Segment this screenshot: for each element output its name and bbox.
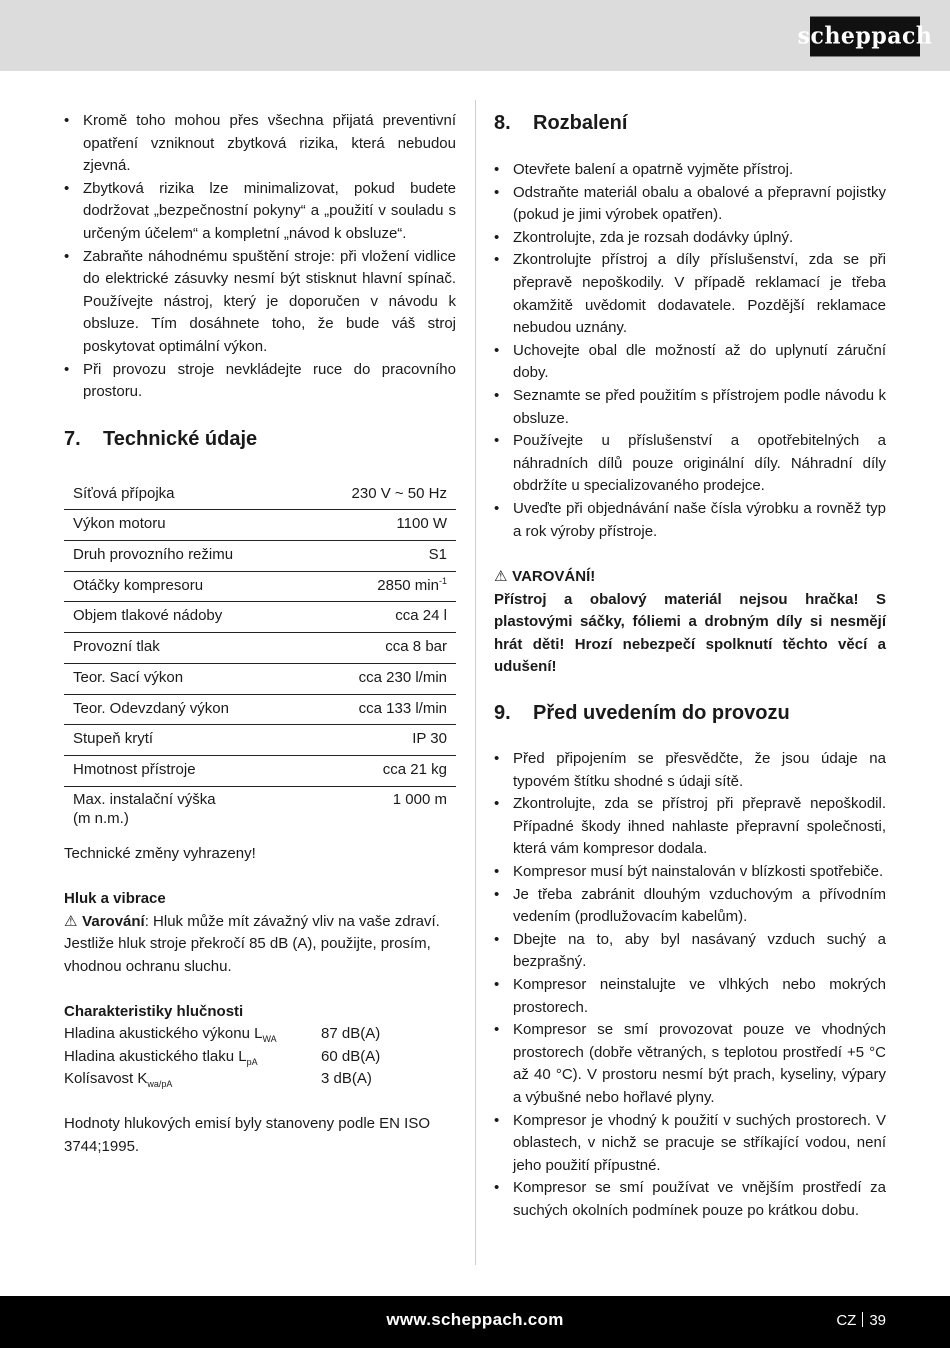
noise-label xyxy=(64,1068,321,1091)
list-item: • Je třeba zabránit dlouhým vzduchovým a přívodním vedením (prodlužovacím kabelům). xyxy=(494,884,886,929)
noise-label-text: Kolísavost K xyxy=(64,1070,148,1088)
list-item: • Používejte u příslušenství a opotřebitelných a náhradních dílů pouze originální díly. Náhradní díly obdržíte u specializovaného prodejce. xyxy=(494,430,886,498)
noise-value: 3 dB(A) xyxy=(321,1070,372,1088)
list-item xyxy=(64,1046,456,1069)
spec-label: Otáčky kompresoru xyxy=(64,571,303,602)
footer-page-indicator xyxy=(836,1310,886,1333)
spec-label-line: (m n.m.) xyxy=(73,809,129,827)
noise-warning xyxy=(64,911,456,979)
spec-label: Síťová přípojka xyxy=(64,480,303,510)
section-title: Před uvedením do provozu xyxy=(533,702,790,725)
unpacking-bullet-list xyxy=(494,159,886,543)
footer-website-link[interactable]: www.scheppach.com xyxy=(386,1310,564,1329)
table-row xyxy=(64,510,456,541)
warning-text: Přístroj a obalový materiál nejsou hračka! S plastovými sáčky, fóliemi a drobným díly si nesmějí hrát děti! Hrozí nebezpečí spolknutí těchto věcí a udušení! xyxy=(494,590,886,676)
section-9-heading xyxy=(494,700,886,726)
noise-label-subscript: WA xyxy=(262,1034,277,1045)
spec-value: cca 133 l/min xyxy=(303,694,456,725)
warning-triangle-icon: ⚠ xyxy=(494,568,508,586)
startup-bullet-list xyxy=(494,748,886,1222)
list-item: • Seznamte se před použitím s přístrojem podle návodu k obsluze. xyxy=(494,385,886,430)
noise-characteristics-heading: Charakteristiky hlučnosti xyxy=(64,1002,244,1020)
noise-value: 87 dB(A) xyxy=(321,1025,381,1043)
table-row xyxy=(64,541,456,572)
spec-value xyxy=(303,571,456,602)
list-item: • Kompresor se smí provozovat pouze ve vhodných prostorech (dobře větraných, s teplotou prostředí +5 °C až 40 °C). V prostoru nesmí být prach, kyseliny, výpary a výbušné nebo hořlavé plyny. xyxy=(494,1019,886,1109)
footer-separator xyxy=(862,1312,863,1327)
table-row xyxy=(64,725,456,756)
list-item: • Otevřete balení a opatrně vyjměte přístroj. xyxy=(494,159,886,182)
spec-value: S1 xyxy=(303,541,456,572)
spec-value: 230 V ~ 50 Hz xyxy=(303,480,456,510)
column-divider xyxy=(475,100,476,1265)
spec-label: Stupeň krytí xyxy=(64,725,303,756)
table-row xyxy=(64,571,456,602)
section-number: 7. xyxy=(64,427,81,450)
spec-value-exponent: -1 xyxy=(438,575,447,586)
list-item: • Kompresor se smí používat ve vnějším prostředí za suchých okolních podmínek pouze po krátkou dobu. xyxy=(494,1177,886,1222)
spec-value: cca 24 l xyxy=(303,602,456,633)
spec-value: cca 8 bar xyxy=(303,633,456,664)
section-title: Technické údaje xyxy=(103,427,258,450)
spec-label: Teor. Odevzdaný výkon xyxy=(64,694,303,725)
list-item: • Kompresor musí být nainstalován v blízkosti spotřebiče. xyxy=(494,861,886,884)
noise-characteristics-list xyxy=(64,1023,456,1091)
table-row xyxy=(64,633,456,664)
noise-label-text: Hladina akustického výkonu L xyxy=(64,1025,263,1043)
section-number: 9. xyxy=(494,702,511,725)
spec-value: cca 230 l/min xyxy=(303,663,456,694)
section-8-heading xyxy=(494,110,886,136)
noise-label xyxy=(64,1046,321,1069)
noise-label-text: Hladina akustického tlaku L xyxy=(64,1047,247,1065)
spec-value: cca 21 kg xyxy=(303,755,456,786)
list-item: • Před připojením se přesvědčte, že jsou údaje na typovém štítku shodné s údaji sítě. xyxy=(494,748,886,793)
technical-specs-table xyxy=(64,480,456,831)
intro-bullet-list xyxy=(64,110,456,404)
table-row xyxy=(64,480,456,510)
noise-value: 60 dB(A) xyxy=(321,1047,381,1065)
right-column xyxy=(494,110,886,1223)
table-row xyxy=(64,663,456,694)
footer-band xyxy=(0,1296,950,1348)
list-item: • Zkontrolujte přístroj a díly příslušenství, zda se při přepravě nepoškodily. V případě reklamací je třeba okamžitě uvědomit dodavatele. Pozdější reklamace nebudou uznány. xyxy=(494,249,886,339)
technical-changes-note: Technické změny vyhrazeny! xyxy=(64,844,256,862)
list-item xyxy=(64,1068,456,1091)
spec-label: Druh provozního režimu xyxy=(64,541,303,572)
list-item: • Zkontrolujte, zda je rozsah dodávky úplný. xyxy=(494,227,886,250)
list-item: • Uveďte při objednávání naše čísla výrobku a rovněž typ a rok výroby přístroje. xyxy=(494,498,886,543)
spec-label: Hmotnost přístroje xyxy=(64,755,303,786)
list-item: • Dbejte na to, aby byl nasávaný vzduch suchý a bezprašný. xyxy=(494,929,886,974)
table-row xyxy=(64,755,456,786)
list-item: • Při provozu stroje nevkládejte ruce do pracovního prostoru. xyxy=(64,359,456,404)
spec-label: Teor. Sací výkon xyxy=(64,663,303,694)
list-item: • Odstraňte materiál obalu a obalové a přepravní pojistky (pokud je jimi výrobek opatřen). xyxy=(494,182,886,227)
spec-value: 1 000 m xyxy=(392,790,447,808)
list-item: • Kompresor je vhodný k použití v suchých prostorech. V oblastech, v nichž se pracuje se stříkající vodou, není jeho použití přípustné. xyxy=(494,1110,886,1178)
section-number: 8. xyxy=(494,112,511,134)
list-item: • Kompresor neinstalujte ve vlhkých nebo mokrých prostorech. xyxy=(494,974,886,1019)
spec-value: 1100 W xyxy=(303,510,456,541)
noise-warning-text: : Hluk může mít závažný vliv na vaše zdraví. Jestliže hluk stroje překročí 85 dB (A), použijte, prosím, vhodnou ochranu sluchu. xyxy=(64,912,440,975)
section-title: Rozbalení xyxy=(533,112,628,134)
noise-emission-note: Hodnoty hlukových emisí byly stanoveny podle EN ISO 3744;1995. xyxy=(64,1114,431,1155)
table-row xyxy=(64,694,456,725)
spec-value: IP 30 xyxy=(303,725,456,756)
list-item: • Zbytková rizika lze minimalizovat, pokud budete dodržovat „bezpečnostní pokyny“ a „použití v souladu s určeným účelem“ a kompletní „návod k obsluze“. xyxy=(64,178,456,246)
table-row xyxy=(64,602,456,633)
brand-logo: scheppach xyxy=(810,17,920,57)
spec-value-text: 2850 min xyxy=(377,576,439,594)
warning-title-text: VAROVÁNÍ! xyxy=(512,568,596,586)
list-item: • Kromě toho mohou přes všechna přijatá preventivní opatření vzniknout zbytková rizika, která nebudou zjevná. xyxy=(64,110,456,178)
list-item: • Zabraňte náhodnému spuštění stroje: při vložení vidlice do elektrické zásuvky nesmí být stisknut hlavní spínač. Používejte nástroj, který je doporučen v návodu k obsluze. Tím dosáhnete toho, že bude váš stroj poskytovat optimální výkon. xyxy=(64,246,456,359)
noise-label xyxy=(64,1023,321,1046)
spec-label xyxy=(64,786,303,831)
footer-page-number: 39 xyxy=(869,1312,886,1329)
noise-warning-label: Varování xyxy=(82,912,145,930)
footer-language: CZ xyxy=(836,1312,857,1329)
warning-triangle-icon: ⚠ xyxy=(64,912,78,930)
left-column xyxy=(64,110,456,1158)
table-row xyxy=(64,786,456,831)
list-item xyxy=(64,1023,456,1046)
spec-label: Výkon motoru xyxy=(64,510,303,541)
noise-label-subscript: wa/pA xyxy=(147,1079,173,1090)
spec-label-line: Max. instalační výška xyxy=(73,790,216,808)
list-item: • Zkontrolujte, zda se přístroj při přepravě nepoškodil. Případné škody ihned nahlaste přepravní společnosti, která vám kompresor dodala. xyxy=(494,793,886,861)
spec-label: Provozní tlak xyxy=(64,633,303,664)
noise-heading: Hluk a vibrace xyxy=(64,890,166,908)
list-item: • Uchovejte obal dle možností až do uplynutí záruční doby. xyxy=(494,340,886,385)
section-7-heading xyxy=(64,426,456,452)
packaging-warning xyxy=(494,566,886,679)
spec-label: Objem tlakové nádoby xyxy=(64,602,303,633)
warning-title xyxy=(494,566,886,589)
noise-label-subscript: pA xyxy=(246,1056,258,1067)
